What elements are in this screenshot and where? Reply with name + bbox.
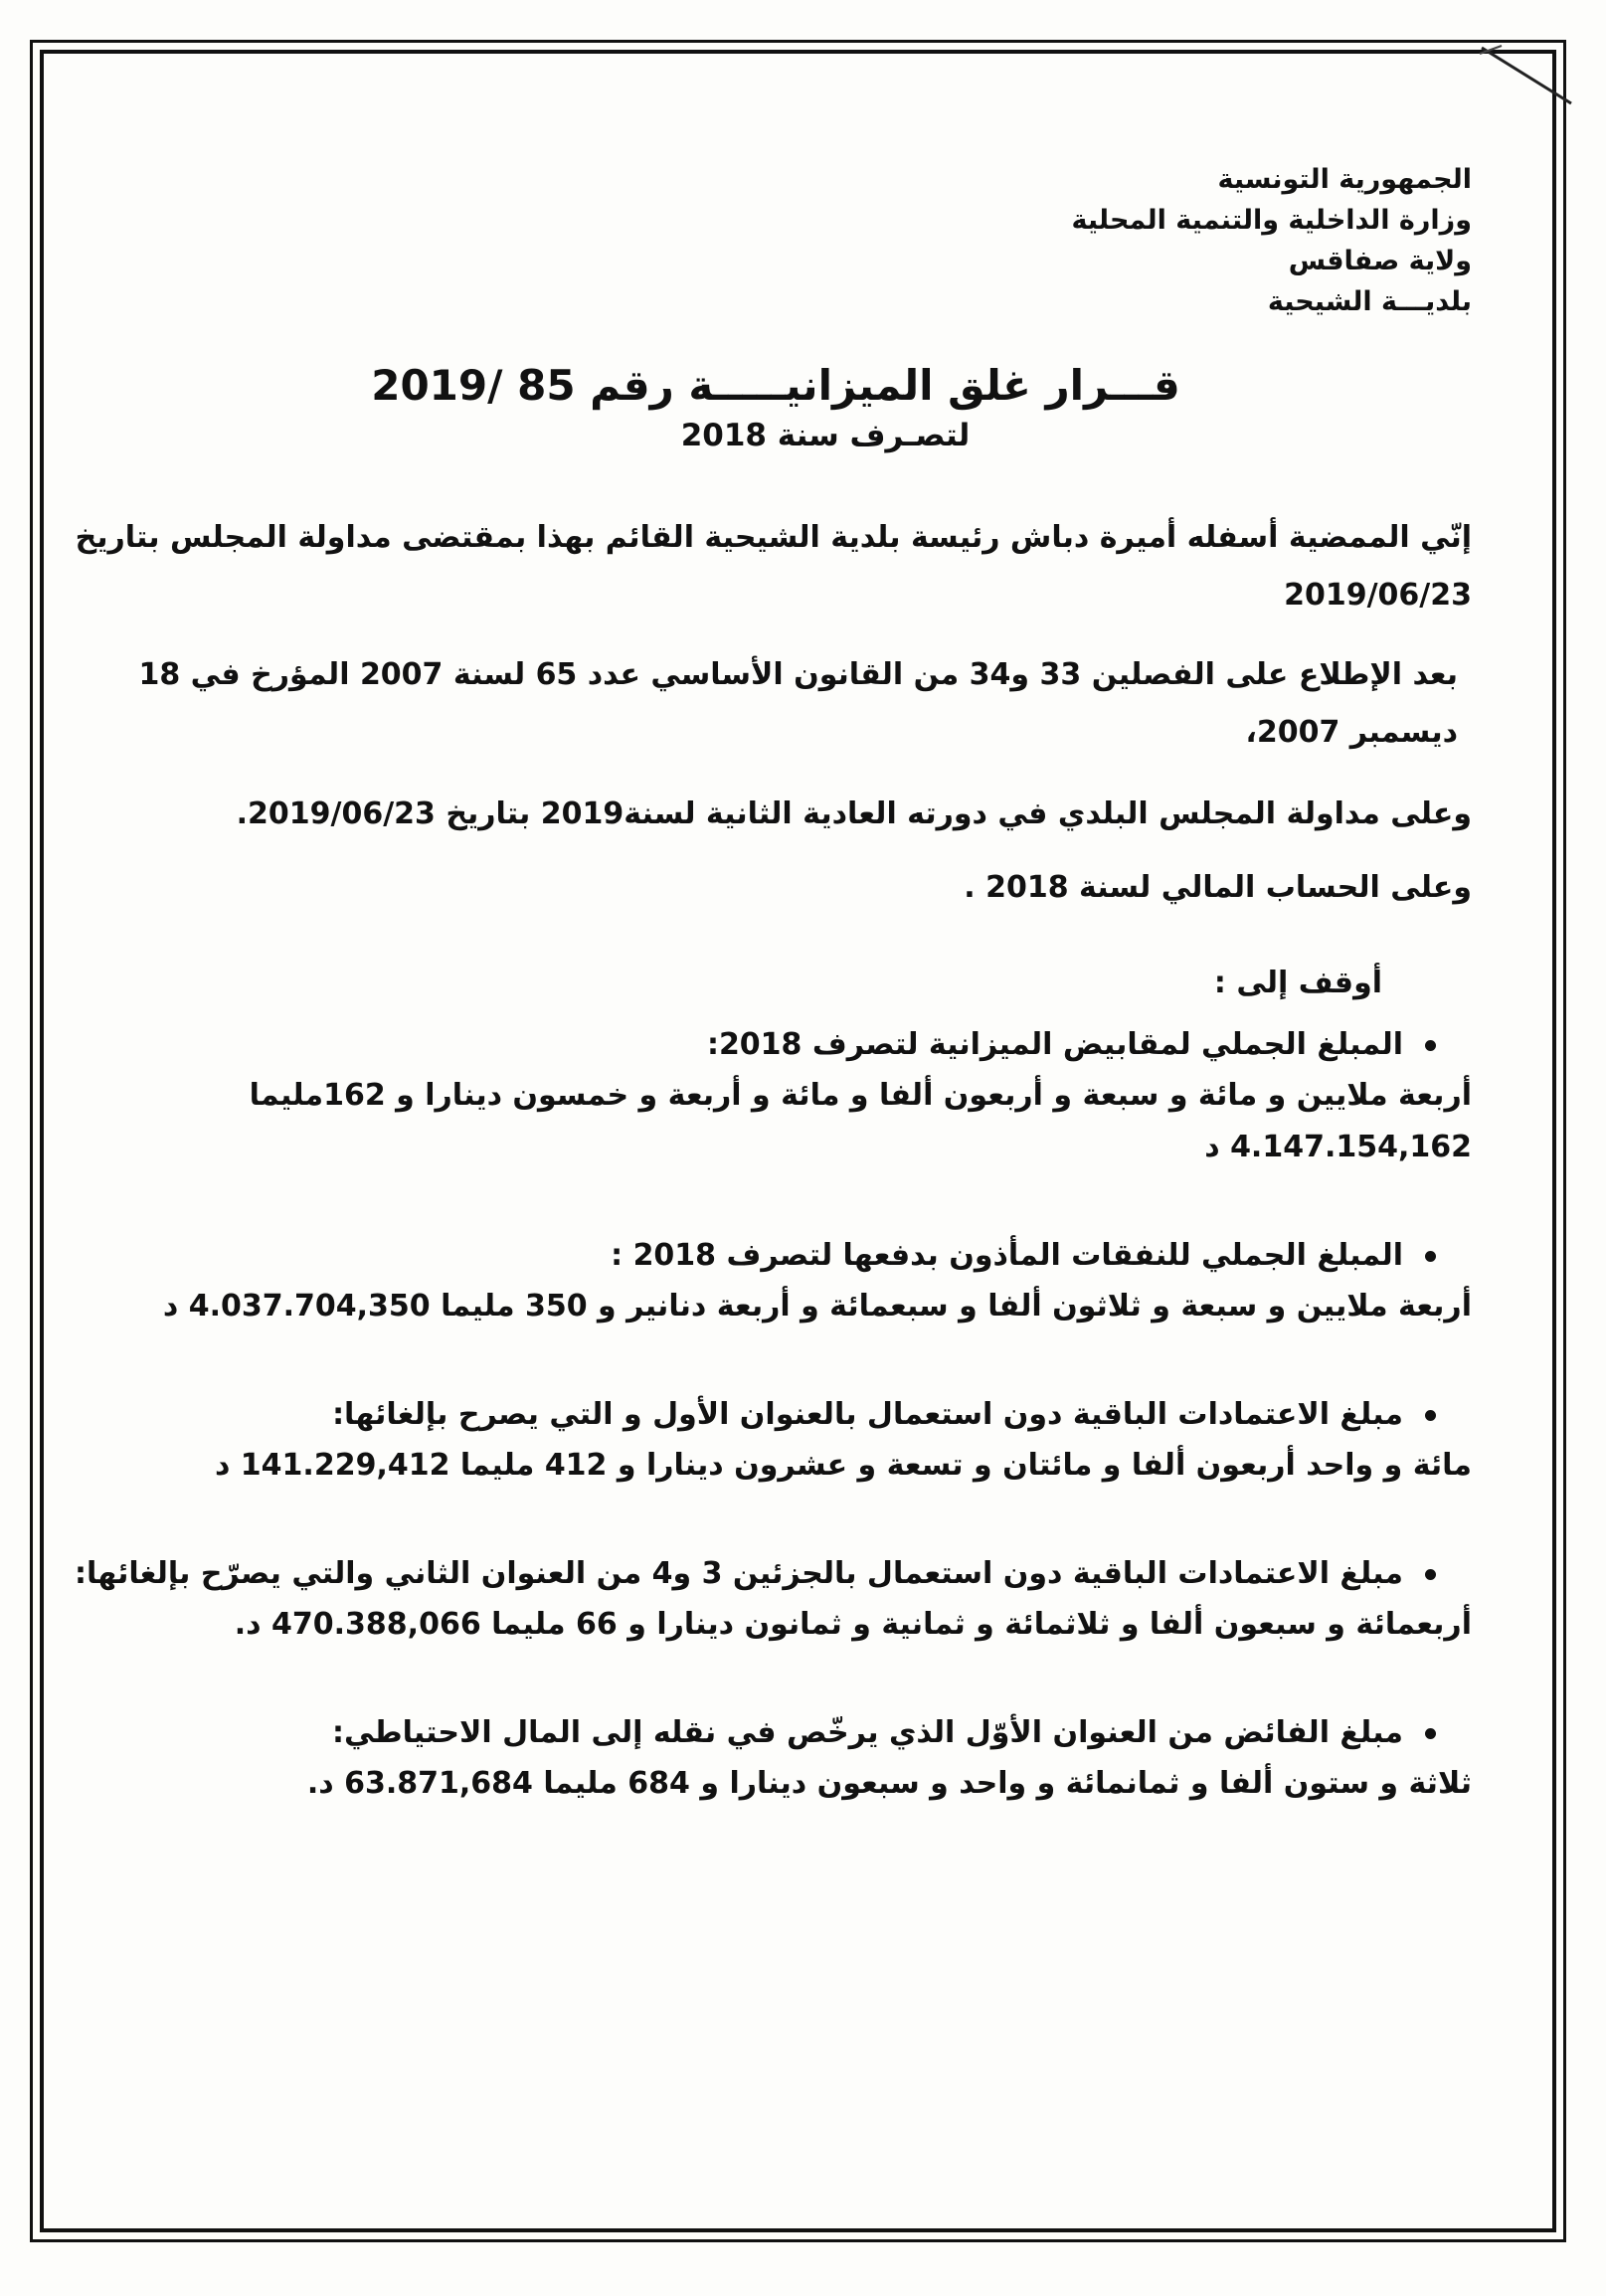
item-amount-text: أربعمائة و سبعون ألفا و ثلاثمائة و ثمانية و ثمانون دينارا و 66 مليما 470.388,066 د. <box>234 1607 1472 1642</box>
bullet-icon <box>1425 1569 1436 1580</box>
item-amount-text: أربعة ملايين و مائة و سبعة و أربعون ألفا و مائة و أربعة و خمسون دينارا و 162مليما <box>249 1078 1472 1113</box>
decision-heading: أوقف إلى : <box>1213 966 1382 1000</box>
bullet-icon <box>1425 1410 1436 1421</box>
bullet-icon <box>1425 1251 1436 1262</box>
list-item <box>60 1020 1472 1173</box>
financial-account-paragraph: وعلى الحساب المالي لسنة 2018 . <box>964 870 1472 905</box>
item-amount-figure: 4.147.154,162 د <box>1204 1130 1472 1164</box>
letterhead-municipality: بلديـــة الشيحية <box>1267 286 1472 317</box>
staple-mark <box>1472 40 1581 109</box>
list-item <box>60 1549 1472 1651</box>
item-amount-text: مائة و واحد أربعون ألفا و مائتان و تسعة و عشرون دينارا و 412 مليما 141.229,412 د <box>214 1448 1472 1483</box>
intro-paragraph: إنّي الممضية أسفله أميرة دباش رئيسة بلدية الشيحية القائم بهذا بمقتضى مداولة المجلس بتاريخ 2019/06/23 <box>75 520 1472 613</box>
list-item <box>60 1708 1472 1810</box>
document-content <box>60 159 1472 1810</box>
item-heading: مبلغ الاعتمادات الباقية دون استعمال بالجزئين 3 و4 من العنوان الثاني والتي يصرّح بإلغائها: <box>75 1556 1403 1591</box>
letterhead <box>60 159 1472 322</box>
item-heading: مبلغ الاعتمادات الباقية دون استعمال بالعنوان الأول و التي يصرح بإلغائها: <box>332 1397 1403 1432</box>
bullet-icon <box>1425 1040 1436 1051</box>
council-deliberation-paragraph: وعلى مداولة المجلس البلدي في دورته العادية الثانية لسنة2019 بتاريخ 2019/06/23. <box>236 796 1472 831</box>
decision-title: قـــرار غلق الميزانيـــــة رقم 85 /2019 <box>371 361 1180 410</box>
item-heading: مبلغ الفائض من العنوان الأوّل الذي يرخّص في نقله إلى المال الاحتياطي: <box>332 1715 1403 1750</box>
letterhead-country: الجمهورية التونسية <box>1217 164 1472 195</box>
item-heading: المبلغ الجملي للنفقات المأذون بدفعها لتصرف 2018 : <box>611 1238 1403 1273</box>
decision-subtitle: لتصـرف سنة 2018 <box>680 418 971 453</box>
letterhead-ministry: وزارة الداخلية والتنمية المحلية <box>1071 205 1472 236</box>
item-heading: المبلغ الجملي لمقابيض الميزانية لتصرف 2018: <box>706 1027 1403 1062</box>
item-amount-text: أربعة ملايين و سبعة و ثلاثون ألفا و سبعمائة و أربعة دنانير و 350 مليما 4.037.704,350 د <box>162 1289 1472 1324</box>
letterhead-governorate: ولاية صفاقس <box>1288 246 1472 276</box>
bullet-icon <box>1425 1728 1436 1739</box>
item-amount-text: ثلاثة و ستون ألفا و ثمانمائة و واحد و سبعون دينارا و 684 مليما 63.871,684 د. <box>306 1766 1472 1801</box>
list-item <box>60 1390 1472 1492</box>
legal-reference-paragraph: بعد الإطلاع على الفصلين 33 و34 من القانون الأساسي عدد 65 لسنة 2007 المؤرخ في 18 ديسمبر 2007، <box>138 657 1458 750</box>
list-item <box>60 1231 1472 1332</box>
